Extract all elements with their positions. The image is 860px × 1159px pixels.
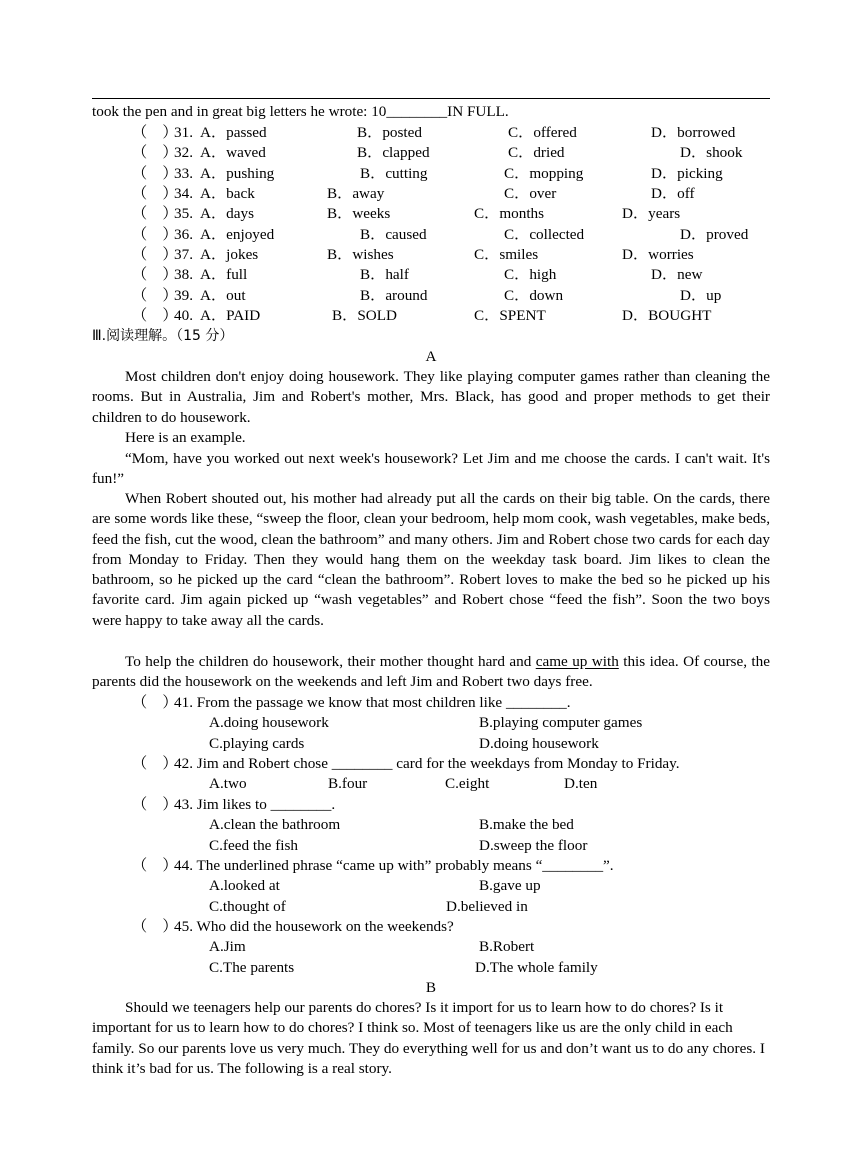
option-c: C．smiles [474,246,539,263]
question-43 [92,795,770,815]
option-a: A．PAID [200,307,261,324]
cloze-item-36 [92,225,770,245]
option-a: A．days [200,205,254,222]
question-number: 35. [174,205,193,222]
question-stem: 43. Jim likes to ________. [174,796,336,813]
question-number: 34. [174,185,193,202]
option-d: D．borrowed [651,124,736,141]
option-a: A．enjoyed [200,226,275,243]
question-number: 31. [174,124,193,141]
answer-blank: （ ） [132,124,178,141]
question-number: 40. [174,307,193,324]
option-c: C．over [504,185,557,202]
cloze-item-34 [92,184,770,204]
option-b: B．wishes [327,246,394,263]
passage-b-paragraph-1: Should we teenagers help our parents do chores? Is it import for us to learn how to do chores? Is it important for us to learn how to do chores? I think so. Most of teenagers like us are the only child in each family. So our parents love us very much. They do everything well for us and don’t want us to do any chores. I think it’s bad for us. The following is a real story. [92,999,765,1077]
cloze-item-38 [92,265,770,285]
option-b: B.playing computer games [479,714,643,731]
option-d: D．years [622,205,681,222]
option-a: A．pushing [200,165,275,182]
cloze-item-39 [92,286,770,306]
passage-a-paragraph-3: “Mom, have you worked out next week's housework? Let Jim and me choose the cards. I can't wait. It's fun!” [92,450,770,488]
answer-blank: （ ） [132,165,178,182]
option-c: C．mopping [504,165,584,182]
answer-blank: （ ） [132,694,178,711]
question-44 [92,856,770,876]
passage-a-paragraph-5 [92,652,770,693]
option-d: D.ten [564,775,598,792]
option-d: D．new [651,266,703,283]
option-d: D.believed in [446,898,528,915]
question-number: 32. [174,144,193,161]
cloze-item-33 [92,164,770,184]
option-c: C．SPENT [474,307,546,324]
option-c: C.feed the fish [209,837,298,854]
option-c: C．months [474,205,545,222]
answer-blank: （ ） [132,307,178,324]
option-c: C．dried [508,144,565,161]
answer-blank: （ ） [132,287,178,304]
answer-blank: （ ） [132,226,178,243]
option-a: A．out [200,287,246,304]
question-number: 36. [174,226,193,243]
option-b: B.Robert [479,938,535,955]
question-stem: 45. Who did the housework on the weekends? [174,918,454,935]
answer-blank: （ ） [132,246,178,263]
question-number: 37. [174,246,193,263]
underlined-phrase: came up with [535,653,619,670]
option-a: A.Jim [209,938,246,955]
passage-last-line: took the pen and in great big letters he wrote: 10________IN FULL. [92,103,509,120]
option-a: A.doing housework [209,714,329,731]
option-d: D．BOUGHT [622,307,712,324]
option-d: D．shook [680,144,743,161]
option-a: A．back [200,185,255,202]
answer-blank: （ ） [132,185,178,202]
option-a: A．full [200,266,248,283]
question-45 [92,917,770,937]
option-d: D．proved [680,226,749,243]
option-b: B．half [360,266,409,283]
cloze-item-37 [92,245,770,265]
option-b: B．posted [357,124,422,141]
option-d: D．off [651,185,695,202]
option-b: B．away [327,185,385,202]
option-b: B．caused [360,226,427,243]
option-b: B.gave up [479,877,541,894]
option-b: B．clapped [357,144,430,161]
cloze-item-35 [92,204,770,224]
question-stem: 41. From the passage we know that most children like ________. [174,694,571,711]
option-b: B.four [328,775,368,792]
option-d: D．picking [651,165,723,182]
option-d: D.sweep the floor [479,837,588,854]
option-b: B．SOLD [332,307,397,324]
option-b: B．weeks [327,205,391,222]
option-a: A.looked at [209,877,280,894]
passage-a-paragraph-1: Most children don't enjoy doing housework. They like playing computer games rather than cleaning the rooms. But in Australia, Jim and Robert's mother, Mrs. Black, has good and proper methods to get their children to do housework. [92,368,770,426]
question-41 [92,693,770,713]
option-a: A.two [209,775,247,792]
option-c: C．offered [508,124,577,141]
option-c: C.thought of [209,898,286,915]
option-a: A.clean the bathroom [209,816,341,833]
passage-a-label: A [425,348,437,365]
question-stem: 44. The underlined phrase “came up with” probably means “________”. [174,857,614,874]
option-c: C.eight [445,775,490,792]
passage-a-paragraph-2: Here is an example. [125,429,246,446]
option-c: C．high [504,266,557,283]
option-d: D．up [680,287,722,304]
option-a: A．passed [200,124,267,141]
passage-b-label: B [425,979,437,996]
cloze-item-40 [92,306,770,326]
option-b: B.make the bed [479,816,574,833]
answer-blank: （ ） [132,857,178,874]
answer-blank: （ ） [132,796,178,813]
option-a: A．jokes [200,246,259,263]
answer-blank: （ ） [132,918,178,935]
option-b: B．cutting [360,165,428,182]
question-number: 38. [174,266,193,283]
passage-a-paragraph-4: When Robert shouted out, his mother had already put all the cards on their big table. On the cards, there are some words like these, “sweep the floor, clean your bedroom, help mom cook, wash vegetables, make beds, feed the fish, cut the wood, clean the bathroom” and many others. Jim and Robert chose two cards for each day from Monday to Friday. Then they would hang them on the weekday task board. Jim likes to clean the bathroom, so he picked up the card “clean the bathroom”. Robert loves to make the bed so he picked up his favorite card. Jim again picked up “wash vegetables” and Robert chose “feed the fish”. Soon the two boys were happy to take away all the cards. [92,490,770,629]
question-42 [92,754,770,774]
answer-blank: （ ） [132,144,178,161]
question-number: 33. [174,165,193,182]
question-stem: 42. Jim and Robert chose ________ card for the weekdays from Monday to Friday. [174,755,680,772]
option-c: C.The parents [209,959,295,976]
answer-blank: （ ） [132,755,178,772]
option-d: D.doing housework [479,735,599,752]
answer-blank: （ ） [132,266,178,283]
top-divider [92,98,770,99]
option-a: A．waved [200,144,266,161]
option-c: C.playing cards [209,735,305,752]
paragraph-text: To help the children do housework, their mother thought hard and [125,653,536,670]
section-heading: Ⅲ.阅读理解。（15 分） [92,328,234,344]
option-d: D.The whole family [475,959,598,976]
question-number: 39. [174,287,193,304]
option-d: D．worries [622,246,694,263]
option-c: C．down [504,287,564,304]
paragraph-text: this idea. Of course, the parents did the housework on the weekends and left Jim and Robert two days free. [92,653,770,691]
cloze-item-31 [92,123,770,143]
answer-blank: （ ） [132,205,178,222]
option-c: C．collected [504,226,585,243]
option-b: B．around [360,287,428,304]
cloze-item-32 [92,143,770,163]
